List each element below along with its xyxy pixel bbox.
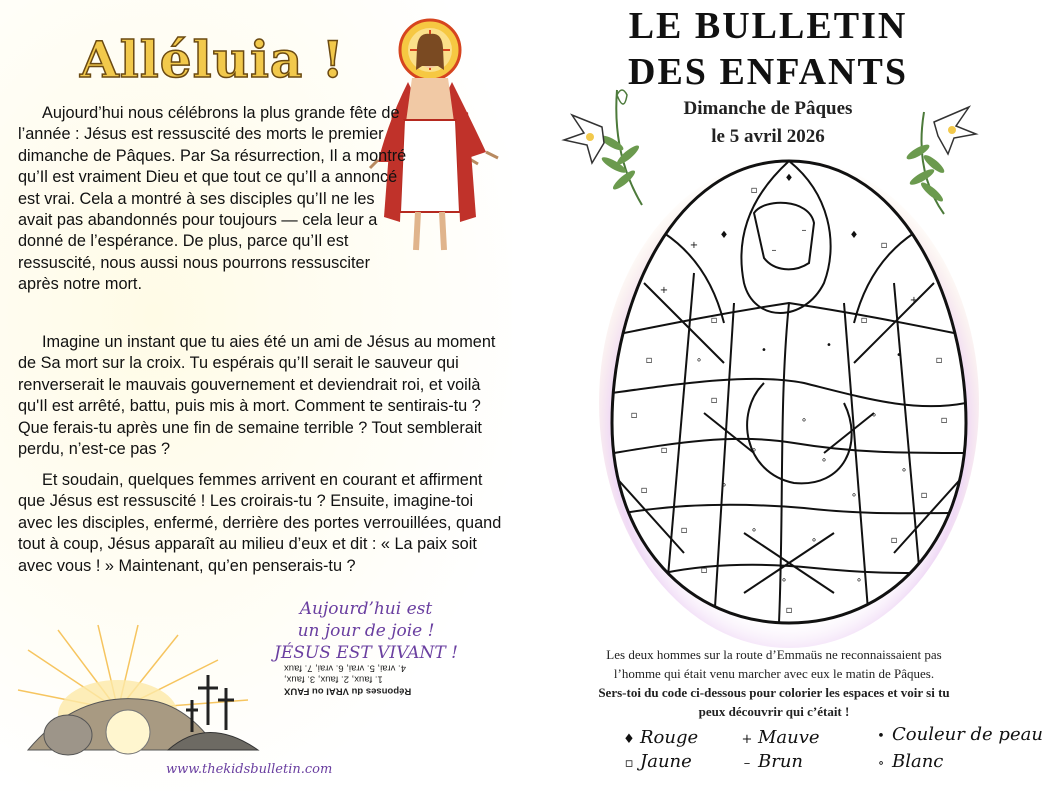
answers-line-1: 1. faux, 2. faux, 3. faux, bbox=[284, 674, 383, 685]
website-link[interactable]: www.thekidsbulletin.com bbox=[166, 762, 333, 777]
svg-text:∘: ∘ bbox=[820, 455, 828, 466]
svg-text:▫: ▫ bbox=[935, 355, 943, 366]
diamond-icon: ♦ bbox=[623, 732, 635, 747]
svg-text:∘: ∘ bbox=[780, 575, 788, 586]
legend-item-rouge bbox=[622, 727, 698, 751]
joy-line-1: Aujourd’hui est bbox=[299, 599, 433, 619]
svg-text:▫: ▫ bbox=[890, 535, 898, 546]
legend-label: Brun bbox=[758, 751, 804, 772]
bulletin-title-line-1: LE BULLETIN bbox=[628, 5, 908, 47]
svg-text:▫: ▫ bbox=[785, 605, 793, 616]
caption-bold-line-2: peux découvrir qui c’était ! bbox=[698, 704, 850, 719]
svg-text:∘: ∘ bbox=[800, 415, 808, 426]
svg-text:▫: ▫ bbox=[880, 240, 888, 251]
svg-text:▫: ▫ bbox=[750, 185, 758, 196]
svg-text:+: + bbox=[689, 240, 699, 251]
svg-text:–: – bbox=[771, 245, 777, 256]
legend-item-mauve bbox=[740, 727, 820, 751]
svg-text:∘: ∘ bbox=[855, 575, 863, 586]
legend-item-blanc bbox=[874, 751, 943, 775]
svg-text:▫: ▫ bbox=[700, 565, 708, 576]
answers-upside-down bbox=[284, 662, 476, 697]
svg-text:∘: ∘ bbox=[750, 525, 758, 536]
svg-text:▫: ▫ bbox=[640, 485, 648, 496]
coloring-instructions bbox=[564, 645, 984, 721]
svg-text:▫: ▫ bbox=[710, 315, 718, 326]
svg-text:∘: ∘ bbox=[695, 355, 703, 366]
circle-icon: ∘ bbox=[877, 756, 885, 771]
legend-item-brun bbox=[740, 751, 803, 775]
square-icon: ▫ bbox=[624, 756, 634, 771]
bulletin-title-line-2: DES ENFANTS bbox=[628, 51, 908, 93]
paragraph-1-text: Aujourd’hui nous célébrons la plus grande fête de l’année : Jésus est ressuscité des morts le premier dimanche de Pâques. Par Sa résurrection, Il a montré qu’Il est vraiment Dieu et que tout ce qu’Il a annoncé est vrai. Cela a montré à ses disciples qu’Il ne les avait pas abandonnés pour toujours — cela leur a donné de l’espérance. De plus, parce qu’Il est ressuscité, nous aussi nous pourrons ressusciter après notre mort. bbox=[18, 104, 407, 294]
legend-label: Jaune bbox=[640, 751, 692, 772]
svg-text:∘: ∘ bbox=[750, 445, 758, 456]
dash-icon: – bbox=[743, 756, 751, 771]
svg-text:∘: ∘ bbox=[850, 490, 858, 501]
svg-text:+: + bbox=[659, 285, 669, 296]
bulletin-subtitle-2: le 5 avril 2026 bbox=[711, 126, 825, 147]
svg-text:∘: ∘ bbox=[870, 410, 878, 421]
joy-message bbox=[256, 598, 476, 664]
svg-text:♦: ♦ bbox=[849, 230, 859, 241]
svg-text:▫: ▫ bbox=[660, 445, 668, 456]
legend-label: Couleur de peau bbox=[892, 724, 1043, 745]
paragraph-3 bbox=[18, 470, 508, 577]
caption-line-1: Les deux hommes sur la route d’Emmaüs ne reconnaissaient pas bbox=[606, 647, 942, 662]
caption-line-2: l’homme qui était venu marcher avec eux le matin de Pâques. bbox=[613, 666, 935, 681]
legend-label: Mauve bbox=[758, 727, 820, 748]
left-page bbox=[0, 0, 512, 791]
plus-icon: + bbox=[741, 732, 753, 747]
joy-line-3: JÉSUS EST VIVANT ! bbox=[274, 643, 458, 663]
svg-text:▫: ▫ bbox=[630, 410, 638, 421]
svg-text:∘: ∘ bbox=[720, 480, 728, 491]
svg-text:▫: ▫ bbox=[680, 525, 688, 536]
color-by-symbol-egg bbox=[604, 153, 974, 633]
legend-item-couleur-de-peau bbox=[874, 724, 1043, 748]
svg-text:▫: ▫ bbox=[710, 395, 718, 406]
right-page bbox=[512, 0, 1043, 791]
svg-text:♦: ♦ bbox=[719, 230, 729, 241]
answers-title: Réponses du VRAI ou FAUX bbox=[284, 685, 412, 697]
svg-text:▫: ▫ bbox=[920, 490, 928, 501]
svg-text:∘: ∘ bbox=[810, 535, 818, 546]
svg-text:•: • bbox=[896, 350, 902, 361]
alleluia-title: Alléluia ! bbox=[80, 30, 345, 89]
legend-label: Blanc bbox=[892, 751, 944, 772]
legend-item-jaune bbox=[622, 751, 692, 775]
svg-text:∘: ∘ bbox=[900, 465, 908, 476]
joy-line-2: un jour de joie ! bbox=[297, 621, 435, 641]
answers-line-2: 4. vrai, 5. vrai, 6. vrai, 7. faux bbox=[284, 662, 406, 674]
legend-label: Rouge bbox=[640, 727, 699, 748]
svg-text:•: • bbox=[826, 340, 832, 351]
svg-text:+: + bbox=[909, 295, 919, 306]
paragraph-1 bbox=[18, 103, 408, 296]
paragraph-2-text: Imagine un instant que tu aies été un ami de Jésus au moment de Sa mort sur la croix. Tu espérais qu’Il serait le sauveur qui renverserait le mauvais gouvernement et deviendrait roi, et voilà qu'Il est arrêté, battu, puis mis à mort. Comment te sentirais-tu ? Que ferais-tu après une fin de semaine terrible ? Tout semblerait perdu, n’est-ce pas ? bbox=[18, 333, 496, 459]
paragraph-3-text: Et soudain, quelques femmes arrivent en courant et affirment que Jésus est ressuscité ! Les croirais-tu ? Ensuite, imagine-toi avec les disciples, enfermé, derrière des portes verrouillées, quand tout à coup, Jésus apparaît au milieu d’eux et dit : « La paix soit avec vous ! » Maintenant, qu’en penserais-tu ? bbox=[18, 471, 502, 575]
svg-text:▫: ▫ bbox=[645, 355, 653, 366]
svg-text:–: – bbox=[801, 225, 807, 236]
svg-text:•: • bbox=[761, 345, 767, 356]
dot-icon: • bbox=[877, 729, 885, 744]
svg-text:♦: ♦ bbox=[784, 173, 794, 184]
svg-text:▫: ▫ bbox=[860, 315, 868, 326]
caption-bold-line-1: Sers-toi du code ci-dessous pour colorier les espaces et voir si tu bbox=[598, 685, 950, 700]
svg-text:▫: ▫ bbox=[940, 415, 948, 426]
empty-tomb-illustration bbox=[18, 620, 273, 755]
bulletin-subtitle-1: Dimanche de Pâques bbox=[683, 98, 853, 119]
paragraph-2 bbox=[18, 332, 508, 460]
